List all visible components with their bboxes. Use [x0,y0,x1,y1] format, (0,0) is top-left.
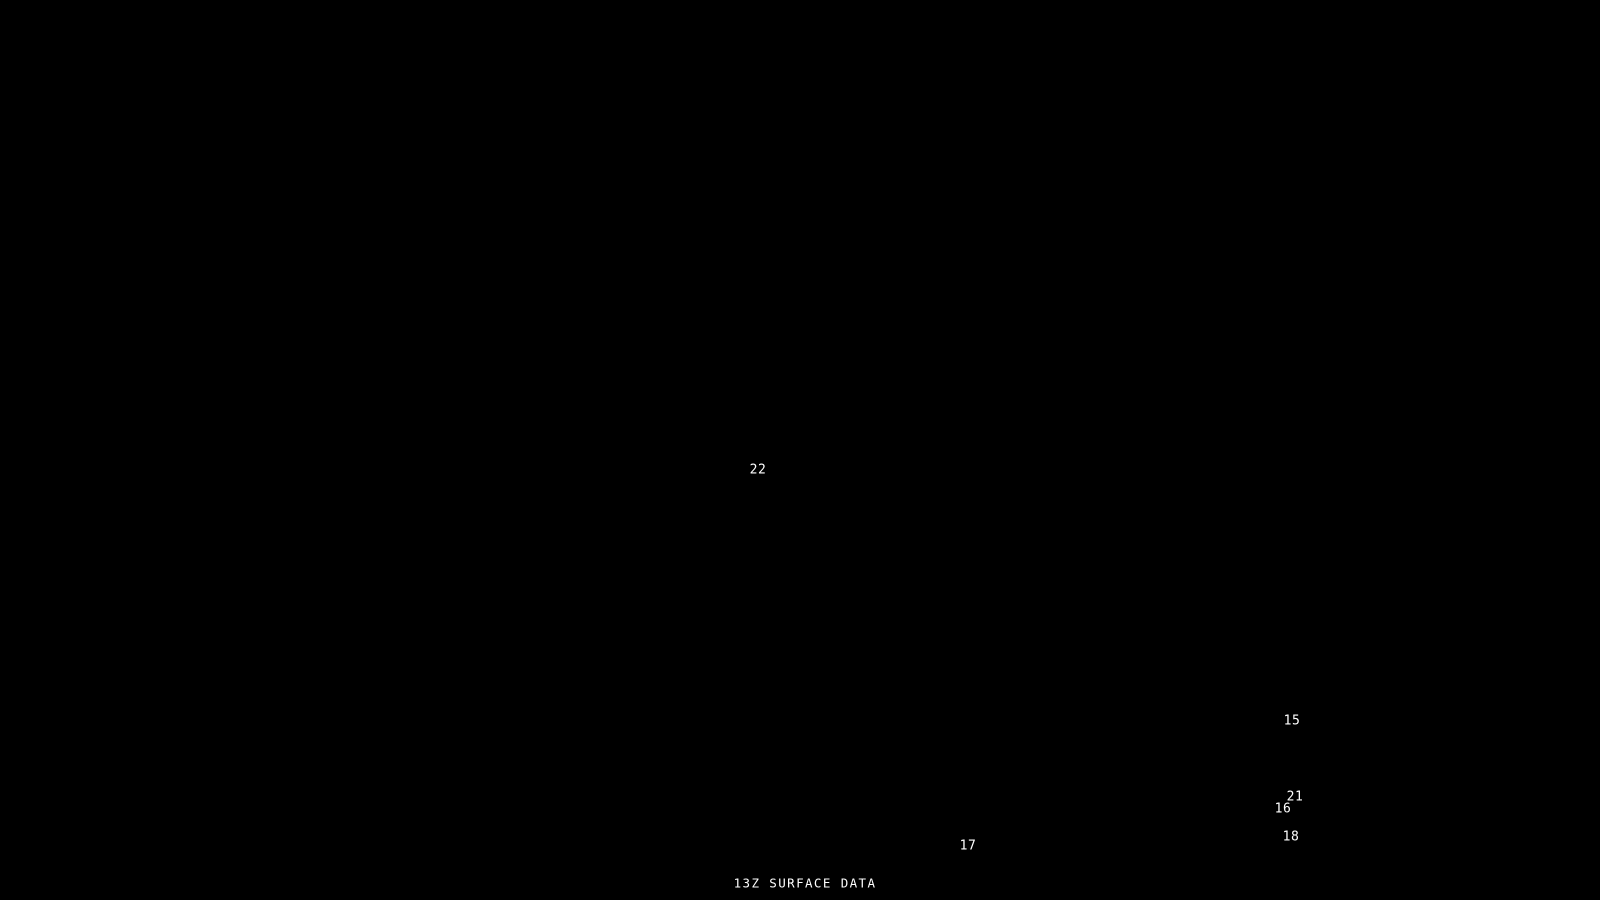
station-observation: 17 [959,838,977,854]
map-caption: 13Z SURFACE DATA [733,875,877,891]
station-observation: 21 [1286,789,1304,805]
station-observation: 22 [749,462,767,478]
station-observation: 18 [1282,829,1300,845]
station-observation: 16 [1274,801,1292,817]
station-observation: 15 [1283,713,1301,729]
